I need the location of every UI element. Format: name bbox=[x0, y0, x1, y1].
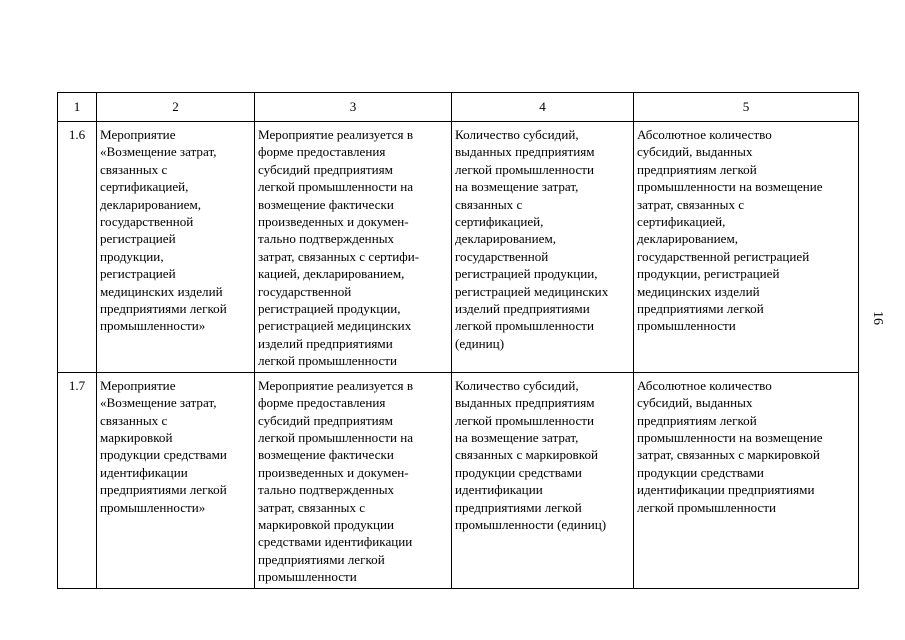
indicator-definition-cell: Абсолютное количество субсидий, выданных предприятиям легкой промышленности на возмещение затрат, связанных с маркировкой продукции средствами идентификации предприятиями легкой промышленности bbox=[634, 372, 859, 588]
indicator-definition-cell: Абсолютное количество субсидий, выданных предприятиям легкой промышленности на возмещение затрат, связанных с сертификацией, декларированием, государственной регистрацией продукции, регистрацией медицинских изделий предприятиями легкой промышленности bbox=[634, 122, 859, 373]
indicator-cell: Количество субсидий, выданных предприятиям легкой промышленности на возмещение затрат, связанных с сертификацией, декларированием, государственной регистрацией продукции, регистрацией медицинских изделий предприятиями легкой промышленности (единиц) bbox=[452, 122, 634, 373]
table-row bbox=[58, 372, 859, 588]
page-number: 16 bbox=[870, 311, 885, 325]
table-row bbox=[58, 122, 859, 373]
event-name-cell: Мероприятие «Возмещение затрат, связанных с сертификацией, декларированием, государственной регистрацией продукции, регистрацией медицинских изделий предприятиями легкой промышленности» bbox=[97, 122, 255, 373]
table-header-row bbox=[58, 93, 859, 122]
event-description-cell: Мероприятие реализуется в форме предоставления субсидий предприятиям легкой промышленности на возмещение фактически произведенных и докумен- тально подтвержденных затрат, связанных с маркировкой продукции средствами идентификации предприятиями легкой промышленности bbox=[255, 372, 452, 588]
header-cell-4: 4 bbox=[452, 93, 634, 122]
event-description-cell: Мероприятие реализуется в форме предоставления субсидий предприятиям легкой промышленности на возмещение фактически произведенных и докумен- тально подтвержденных затрат, связанных с сертифи- кацией, декларированием, государственной регистрацией продукции, регистрацией медицинских изделий предприятиями легкой промышленности bbox=[255, 122, 452, 373]
header-cell-1: 1 bbox=[58, 93, 97, 122]
row-number: 1.6 bbox=[58, 122, 97, 373]
row-number: 1.7 bbox=[58, 372, 97, 588]
header-cell-5: 5 bbox=[634, 93, 859, 122]
document-table bbox=[57, 92, 859, 589]
header-cell-3: 3 bbox=[255, 93, 452, 122]
header-cell-2: 2 bbox=[97, 93, 255, 122]
event-name-cell: Мероприятие «Возмещение затрат, связанных с маркировкой продукции средствами идентификации предприятиями легкой промышленности» bbox=[97, 372, 255, 588]
indicator-cell: Количество субсидий, выданных предприятиям легкой промышленности на возмещение затрат, связанных с маркировкой продукции средствами идентификации предприятиями легкой промышленности (единиц) bbox=[452, 372, 634, 588]
